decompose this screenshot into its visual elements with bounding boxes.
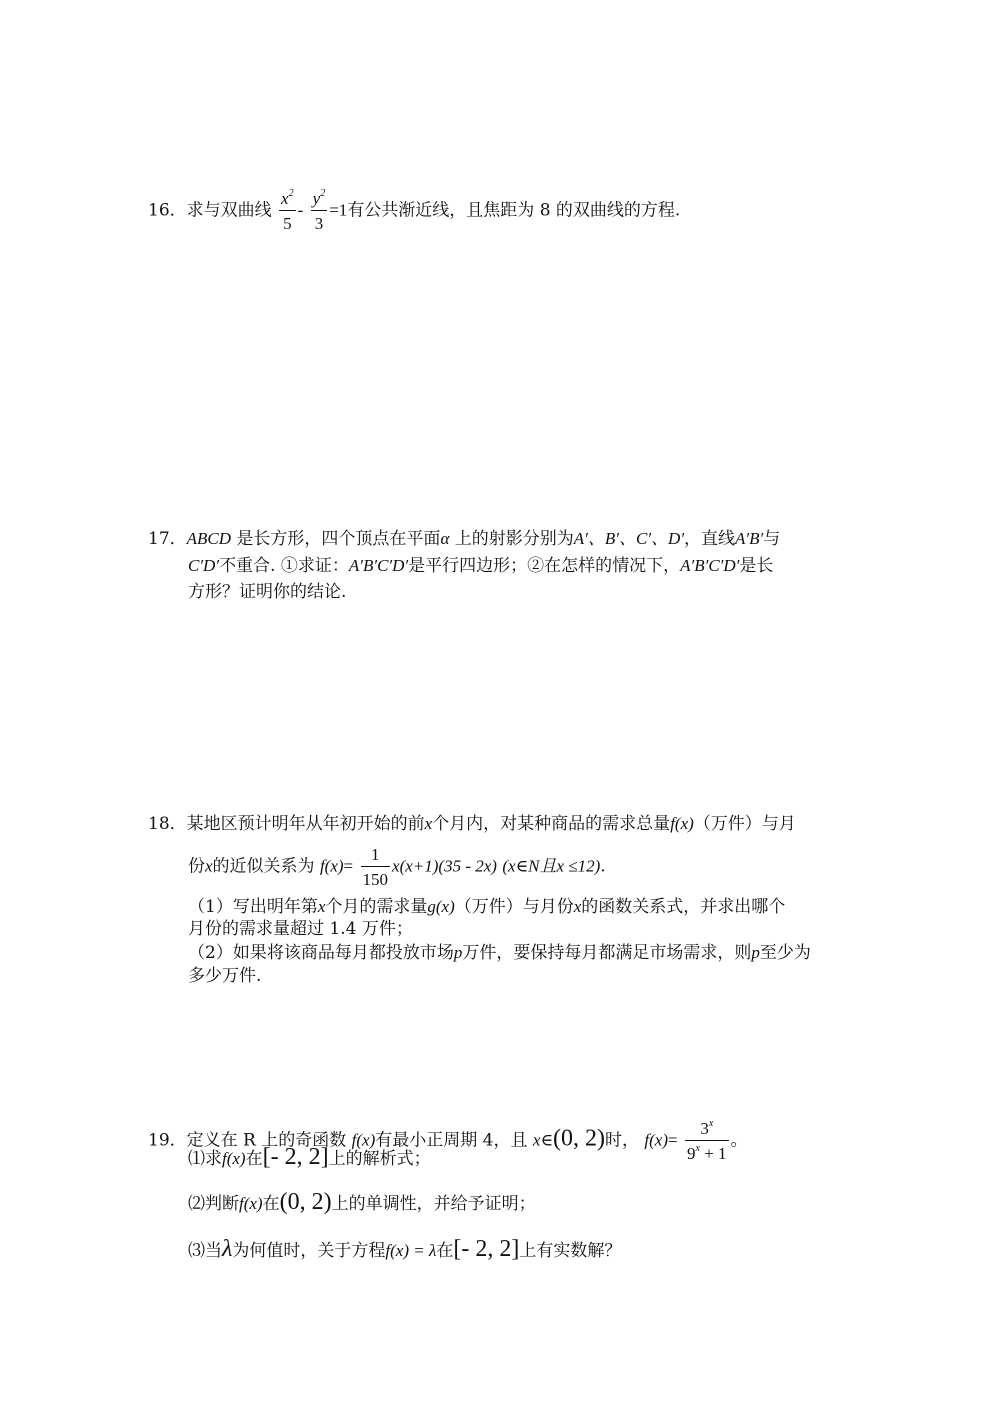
question-number: 17． xyxy=(148,529,187,549)
question-number: 18． xyxy=(148,814,187,834)
question-17-line-2: C′D′不重合. ①求证：A′B′C′D′是平行四边形；②在怎样的情况下，A′B′C′D′是长 xyxy=(188,556,774,576)
fraction-3x-over-9x-plus-1: $\frac{3^x}{9^x + 1}$ xyxy=(687,1118,727,1163)
question-18-line-1: 18．某地区预计明年从年初开始的前x个月内，对某种商品的需求总量f(x)（万件）与月 xyxy=(148,814,796,834)
question-19-sub-1: ⑴求f(x)在[- 2, 2]上的解析式； xyxy=(188,1144,431,1170)
question-text: 求与双曲线 xyxy=(186,200,272,221)
question-number: 19． xyxy=(148,1130,187,1151)
fraction-x2-over-5: $\frac{x^2}{5}$ xyxy=(281,188,294,233)
question-18-part-1-line-2: 月份的需求量超过 1.4 万件； xyxy=(188,919,413,939)
question-18-part-1-line-1: （1）写出明年第x个月的需求量g(x)（万件）与月份x的函数关系式，并求出哪个 xyxy=(188,897,786,917)
question-text: 有公共渐近线，且焦距为 8 的双曲线的方程. xyxy=(347,200,681,221)
question-18-part-2-line-1: （2）如果将该商品每月都投放市场p万件，要保持每月都满足市场需求，则p至少为 xyxy=(188,943,811,963)
question-19-sub-2: ⑵判断f(x)在(0, 2)上的单调性，并给予证明； xyxy=(188,1189,536,1215)
question-19-line-1: 19．定义在 R 上的奇函数 f(x)有最小正周期 4，且 x∈(0, 2)时， f(x)= $\frac{3^x}{9^x + 1}$ 。 xyxy=(148,1118,748,1163)
fraction-y2-over-3: $\frac{y^2}{3}$ xyxy=(312,188,326,233)
question-17-line-3: 方形？证明你的结论. xyxy=(188,582,347,602)
question-19-sub-3: ⑶当λ为何值时，关于方程f(x) = λ在[- 2, 2]上有实数解？ xyxy=(188,1236,622,1262)
fraction-1-over-150: $\frac{1}{150}$ xyxy=(362,845,389,889)
question-number: 16． xyxy=(148,200,187,221)
question-17-line-1: 17．ABCD 是长方形，四个顶点在平面α 上的射影分别为A′、B′、C′、D′，直线A′B′与 xyxy=(148,529,781,549)
question-16: 16．求与双曲线 $\frac{x^2}{5}$ - $\frac{y^2}{3}$ =1有公共渐近线，且焦距为 8 的双曲线的方程. xyxy=(148,188,681,233)
question-18-line-2: 份x的近似关系为 f(x)= $\frac{1}{150}$ x(x+1)(35 - 2x) (x∈N且x ≤12). xyxy=(188,845,606,889)
question-18-part-2-line-2: 多少万件. xyxy=(188,966,262,986)
